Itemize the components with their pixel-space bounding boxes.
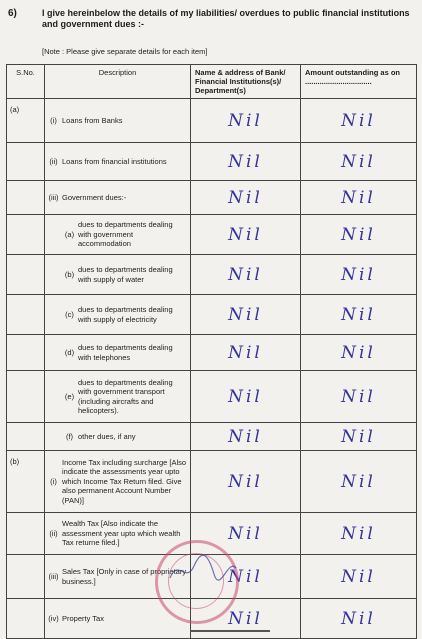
table-row: [7, 371, 417, 423]
row-name-value: Nil: [191, 143, 301, 181]
table-row: [7, 295, 417, 335]
note-text: [Note : Please give separate details for each item]: [42, 47, 208, 56]
row-description: dues to departments dealing with supply of electricity: [78, 305, 173, 324]
row-description: Income Tax including surcharge [Also indicate the assessments year upto which Income Tax Return filed. Give also permanent Account Number (PAN)]: [62, 457, 187, 505]
row-group: [7, 215, 45, 255]
row-name-value: Nil: [191, 99, 301, 143]
row-description-cell: [45, 423, 191, 451]
table-row: [7, 451, 417, 513]
row-index: (a): [64, 230, 75, 239]
row-amount-value: Nil: [301, 423, 417, 451]
row-index: (i): [50, 116, 57, 125]
row-amount-value: Nil: [301, 143, 417, 181]
row-amount-value: Nil: [301, 335, 417, 371]
row-index: (d): [64, 348, 75, 357]
row-index: (i): [50, 477, 57, 486]
row-description-cell: [45, 143, 191, 181]
row-description: Loans from financial institutions: [62, 156, 167, 166]
row-amount-value: Nil: [301, 555, 417, 599]
row-description-cell: [45, 371, 191, 423]
row-amount-value: Nil: [301, 513, 417, 555]
table-row: [7, 181, 417, 215]
row-group: (a): [7, 99, 45, 143]
row-description: Property Tax: [62, 613, 104, 623]
row-name-value: Nil: [191, 423, 301, 451]
row-index: (iv): [48, 614, 59, 623]
row-name-value: Nil: [191, 295, 301, 335]
row-group: [7, 555, 45, 599]
row-description-cell: [45, 451, 191, 513]
col-header-sno: S.No.: [7, 65, 45, 99]
section-title: I give hereinbelow the details of my liabilities/ overdues to public financial institutions and government dues :-: [42, 8, 410, 29]
row-amount-value: Nil: [301, 215, 417, 255]
row-description-cell: [45, 295, 191, 335]
row-name-value: Nil: [191, 599, 301, 639]
row-group: [7, 513, 45, 555]
row-name-value: Nil: [191, 335, 301, 371]
row-description: Government dues:-: [62, 192, 127, 202]
row-index: (ii): [49, 529, 58, 538]
row-description: Loans from Banks: [62, 115, 123, 125]
row-amount-value: Nil: [301, 181, 417, 215]
row-index: (iii): [48, 572, 59, 581]
row-group: [7, 143, 45, 181]
table-row: [7, 423, 417, 451]
table-row: [7, 99, 417, 143]
col-header-amount: Amount outstanding as on ................................: [301, 65, 417, 99]
row-name-value: Nil: [191, 451, 301, 513]
signature-line: [190, 630, 270, 632]
row-description: dues to departments dealing with government accommodation: [78, 220, 173, 249]
row-index: (b): [64, 270, 75, 279]
row-description-cell: [45, 215, 191, 255]
table-row: [7, 143, 417, 181]
row-index: (ii): [49, 157, 58, 166]
table-row: [7, 335, 417, 371]
row-description-cell: [45, 335, 191, 371]
table-row: [7, 215, 417, 255]
row-description-cell: [45, 255, 191, 295]
row-amount-value: Nil: [301, 99, 417, 143]
row-description: dues to departments dealing with government transport (including aircrafts and helicopters).: [78, 377, 173, 415]
row-name-value: Nil: [191, 181, 301, 215]
row-description: dues to departments dealing with telephones: [78, 343, 173, 362]
row-index: (f): [65, 432, 74, 441]
row-description-cell: [45, 99, 191, 143]
row-amount-value: Nil: [301, 599, 417, 639]
row-index: (c): [65, 310, 74, 319]
row-description: dues to departments dealing with supply of water: [78, 265, 173, 284]
row-amount-value: Nil: [301, 255, 417, 295]
row-group: [7, 371, 45, 423]
row-group: [7, 255, 45, 295]
row-group: [7, 423, 45, 451]
row-amount-value: Nil: [301, 295, 417, 335]
table-row: [7, 255, 417, 295]
row-index: (iii): [48, 193, 59, 202]
row-group: (b): [7, 451, 45, 513]
row-name-value: Nil: [191, 215, 301, 255]
row-name-value: Nil: [191, 555, 301, 599]
row-name-value: Nil: [191, 255, 301, 295]
row-group: [7, 335, 45, 371]
signature: [168, 548, 238, 588]
row-name-value: Nil: [191, 513, 301, 555]
col-header-name-address: Name & address of Bank/ Financial Institutions(s)/ Department(s): [191, 65, 301, 99]
row-group: [7, 295, 45, 335]
col-header-description: Description: [45, 65, 191, 99]
row-description-cell: [45, 181, 191, 215]
row-description: Wealth Tax [Also indicate the assessment year upto which wealth Tax returne filed.]: [62, 519, 181, 548]
row-description: other dues, if any: [78, 431, 136, 441]
item-number: 6): [8, 8, 17, 19]
row-group: [7, 181, 45, 215]
row-index: (e): [64, 392, 75, 401]
row-group: [7, 599, 45, 639]
row-name-value: Nil: [191, 371, 301, 423]
table-header-row: [7, 65, 417, 99]
row-amount-value: Nil: [301, 371, 417, 423]
row-description: Sales Tax [Only in case of proprietary business.]: [62, 567, 187, 586]
row-amount-value: Nil: [301, 451, 417, 513]
